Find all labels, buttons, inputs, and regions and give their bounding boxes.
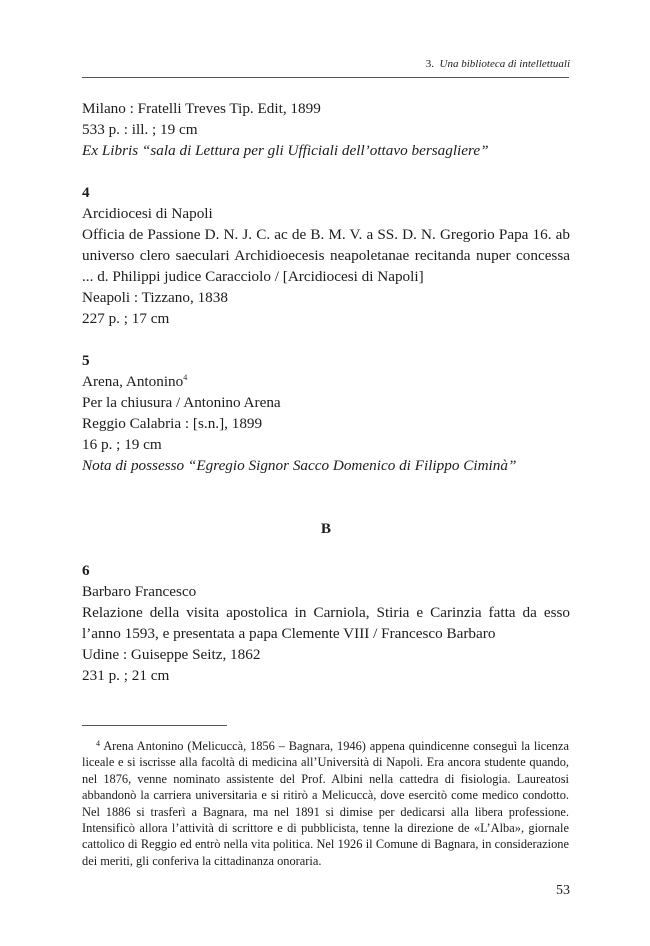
entry-title: Officia de Passione D. N. J. C. ac de B. M. V. a SS. D. N. Gregorio Papa 16. ab universo clero saeculari Archidioecesis neapoletanae recitanda nuper concessa ... d. Philippi judice Caracciolo / [Arcidiocesi di Napoli] [82,226,570,285]
footnote [82,738,569,869]
entry-continued [82,98,570,161]
entry-title: Relazione della visita apostolica in Carniola, Stiria e Carinzia fatta da esso l’anno 1593, e presentata a papa Clemente VIII / Francesco Barbaro [82,604,570,642]
entry-extent: 533 p. : ill. ; 19 cm [82,121,198,138]
page-number: 53 [556,883,570,898]
header-rule [82,77,569,78]
entry-imprint: Udine : Guiseppe Seitz, 1862 [82,646,261,663]
footnote-text: Arena Antonino (Melicuccà, 1856 – Bagnara, 1946) appena quindicenne conseguì la licenza liceale e si iscrisse alla facoltà di medicina all’Università di Napoli. Era ancora studente quando, nel 1876, venne nominato assistente del Prof. Albini nella cattedra di fisiologia. Laureatosi abbandonò la carriera universitaria e si ritirò a Melicuccà, dove esercitò come medico condotto. Nel 1886 si trasferì a Bagnara, ma nel 1891 si dimise per dedicarsi alla libera professione. Intensificò allora l’attività di scrittore e di pubblicista, tenne la direzione de «L’Alba», giornale cattolico di Reggio ed entrò nella vita politica. Nel 1926 il Comune di Bagnara, in considerazione dei meriti, gli conferiva la cittadinanza onoraria. [82,739,569,868]
entry-author: Arcidiocesi di Napoli [82,205,213,222]
entry-number: 5 [82,352,90,369]
section-letter: B [320,520,332,537]
entry-extent: 231 p. ; 21 cm [82,667,170,684]
footnote-marker: 4 [96,739,100,748]
entry-imprint: Neapoli : Tizzano, 1838 [82,289,228,306]
entry-author: Barbaro Francesco [82,583,197,600]
entry-imprint: Reggio Calabria : [s.n.], 1899 [82,415,263,432]
entry-imprint: Milano : Fratelli Treves Tip. Edit, 1899 [82,100,321,117]
entry-number: 4 [82,184,90,201]
entry-extent: 16 p. ; 19 cm [82,436,162,453]
footnote-rule [82,725,227,726]
footnote-reference[interactable]: 4 [183,373,188,382]
entry-note: Ex Libris “sala di Lettura per gli Ufficiali dell’ottavo bersagliere” [82,142,489,159]
entry-6 [82,560,570,686]
entry-title: Per la chiusura / Antonino Arena [82,394,281,411]
entry-author-line [82,371,570,392]
entry-note: Nota di possesso “Egregio Signor Sacco Domenico di Filippo Ciminà” [82,457,517,474]
chapter-title: Una biblioteca di intellettuali [439,58,570,70]
entry-4 [82,182,570,329]
chapter-number: 3. [425,58,435,70]
entry-extent: 227 p. ; 17 cm [82,310,170,327]
catalogue-body [82,98,570,686]
entry-5 [82,350,570,476]
entry-author: Arena, Antonino [82,373,184,390]
entry-number: 6 [82,562,90,579]
running-head [426,58,570,70]
